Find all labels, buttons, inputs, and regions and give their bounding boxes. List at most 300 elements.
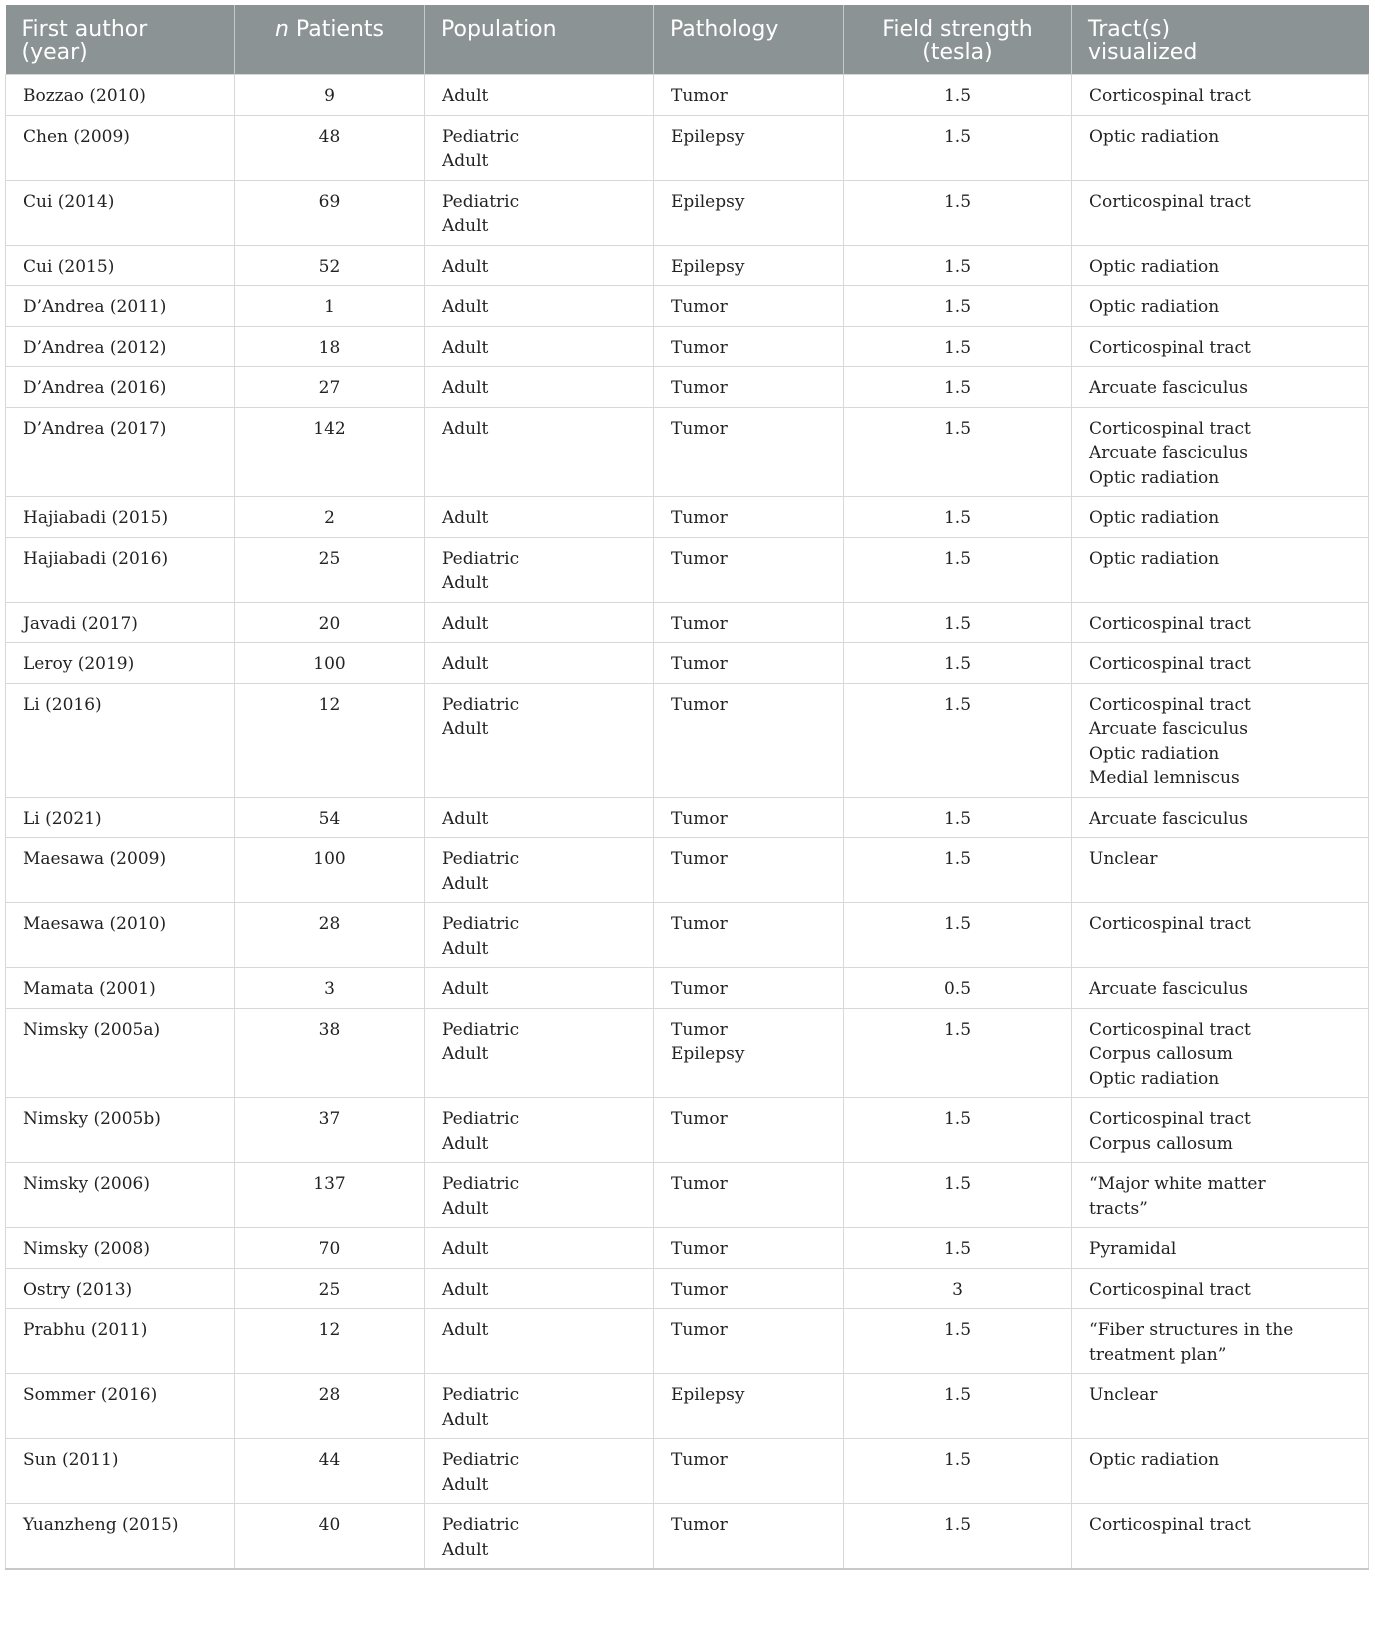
header-line: Patients bbox=[288, 17, 384, 42]
cell-line: Tumor bbox=[671, 1239, 728, 1259]
cell-tracts bbox=[1072, 326, 1369, 367]
header-italic-n: n bbox=[274, 17, 289, 42]
table-row bbox=[6, 602, 1369, 643]
table-row bbox=[6, 537, 1369, 602]
cell-line: Adult bbox=[442, 1474, 489, 1495]
cell-n-patients: 2 bbox=[235, 497, 425, 538]
cell-population bbox=[425, 1228, 654, 1269]
cell-tracts bbox=[1072, 180, 1369, 245]
cell-line: Pediatric bbox=[442, 1109, 520, 1129]
cell-n-patients: 20 bbox=[235, 602, 425, 643]
cell-line: Pediatric bbox=[442, 1385, 520, 1405]
cell-line: Adult bbox=[442, 337, 489, 358]
cell-population bbox=[425, 903, 654, 968]
cell-population bbox=[425, 75, 654, 116]
cell-population bbox=[425, 838, 654, 903]
cell-tracts bbox=[1072, 1439, 1369, 1504]
header-line: First author bbox=[21, 17, 148, 42]
cell-population bbox=[425, 1008, 654, 1098]
cell-author: Sun (2011) bbox=[6, 1439, 235, 1504]
header-line: Tract(s) bbox=[1088, 17, 1171, 42]
cell-population bbox=[425, 407, 654, 497]
table-row bbox=[6, 1439, 1369, 1504]
cell-pathology bbox=[654, 683, 844, 797]
cell-line: Tumor bbox=[671, 1019, 728, 1040]
cell-line: Pediatric bbox=[442, 849, 520, 869]
cell-line: Optic radiation bbox=[1089, 467, 1220, 488]
cell-line: Arcuate fasciculus bbox=[1089, 719, 1248, 739]
cell-line: Tumor bbox=[671, 418, 728, 439]
cell-line: Tumor bbox=[671, 337, 728, 358]
cell-author: D’Andrea (2017) bbox=[6, 407, 235, 497]
cell-line: Adult bbox=[442, 719, 489, 739]
cell-population bbox=[425, 326, 654, 367]
cell-field-strength: 1.5 bbox=[844, 1439, 1072, 1504]
cell-line: Tumor bbox=[671, 86, 728, 106]
table-row bbox=[6, 903, 1369, 968]
cell-line: Adult bbox=[442, 1409, 489, 1430]
cell-tracts bbox=[1072, 407, 1369, 497]
table-row bbox=[6, 1163, 1369, 1228]
cell-field-strength: 1.5 bbox=[844, 1228, 1072, 1269]
studies-table bbox=[5, 5, 1369, 1570]
cell-line: Adult bbox=[442, 613, 489, 634]
cell-tracts bbox=[1072, 75, 1369, 116]
cell-line: Tumor bbox=[671, 849, 728, 869]
cell-population bbox=[425, 245, 654, 286]
cell-pathology bbox=[654, 1439, 844, 1504]
cell-tracts bbox=[1072, 1309, 1369, 1374]
cell-field-strength: 1.5 bbox=[844, 180, 1072, 245]
table-row bbox=[6, 497, 1369, 538]
cell-pathology bbox=[654, 326, 844, 367]
cell-field-strength: 1.5 bbox=[844, 286, 1072, 327]
cell-line: Adult bbox=[442, 1239, 489, 1259]
table-header bbox=[6, 5, 1369, 75]
header-tracts bbox=[1072, 5, 1369, 75]
cell-line: Adult bbox=[442, 1320, 489, 1340]
cell-line: Corticospinal tract bbox=[1089, 86, 1251, 106]
cell-field-strength: 1.5 bbox=[844, 838, 1072, 903]
cell-line: Corticospinal tract bbox=[1089, 1019, 1251, 1040]
cell-field-strength: 3 bbox=[844, 1268, 1072, 1309]
cell-author: Hajiabadi (2015) bbox=[6, 497, 235, 538]
cell-population bbox=[425, 180, 654, 245]
cell-line: Tumor bbox=[671, 1515, 728, 1535]
cell-tracts bbox=[1072, 367, 1369, 408]
cell-tracts bbox=[1072, 1228, 1369, 1269]
cell-n-patients: 27 bbox=[235, 367, 425, 408]
table-row bbox=[6, 1504, 1369, 1570]
cell-n-patients: 25 bbox=[235, 537, 425, 602]
cell-line: Adult bbox=[442, 808, 489, 829]
cell-population bbox=[425, 286, 654, 327]
cell-author: Mamata (2001) bbox=[6, 968, 235, 1009]
cell-pathology bbox=[654, 1098, 844, 1163]
cell-tracts bbox=[1072, 497, 1369, 538]
cell-tracts bbox=[1072, 1504, 1369, 1570]
table-row bbox=[6, 245, 1369, 286]
cell-line: Optic radiation bbox=[1089, 256, 1220, 277]
cell-author: Nimsky (2008) bbox=[6, 1228, 235, 1269]
cell-line: Adult bbox=[442, 508, 489, 528]
cell-line: Adult bbox=[442, 378, 489, 398]
cell-population bbox=[425, 1268, 654, 1309]
cell-line: Corticospinal tract bbox=[1089, 1279, 1251, 1300]
cell-field-strength: 1.5 bbox=[844, 903, 1072, 968]
cell-n-patients: 18 bbox=[235, 326, 425, 367]
cell-line: Optic radiation bbox=[1089, 126, 1220, 147]
cell-line: Corticospinal tract bbox=[1089, 337, 1251, 358]
table-row bbox=[6, 1374, 1369, 1439]
cell-author: Nimsky (2006) bbox=[6, 1163, 235, 1228]
cell-author: Leroy (2019) bbox=[6, 643, 235, 684]
cell-field-strength: 1.5 bbox=[844, 115, 1072, 180]
header-pathology bbox=[654, 5, 844, 75]
cell-line: Corticospinal tract bbox=[1089, 418, 1251, 439]
cell-n-patients: 100 bbox=[235, 838, 425, 903]
cell-line: Tumor bbox=[671, 1320, 728, 1340]
cell-population bbox=[425, 683, 654, 797]
cell-pathology bbox=[654, 367, 844, 408]
table-row bbox=[6, 1008, 1369, 1098]
cell-line: “Fiber structures in the bbox=[1089, 1320, 1294, 1340]
cell-tracts bbox=[1072, 286, 1369, 327]
cell-n-patients: 137 bbox=[235, 1163, 425, 1228]
cell-line: Adult bbox=[442, 216, 489, 236]
cell-author: Li (2021) bbox=[6, 797, 235, 838]
cell-population bbox=[425, 968, 654, 1009]
cell-n-patients: 38 bbox=[235, 1008, 425, 1098]
cell-field-strength: 1.5 bbox=[844, 245, 1072, 286]
cell-line: Corticospinal tract bbox=[1089, 1515, 1251, 1535]
cell-line: Corticospinal tract bbox=[1089, 191, 1251, 212]
cell-pathology bbox=[654, 1163, 844, 1228]
cell-n-patients: 69 bbox=[235, 180, 425, 245]
cell-line: Adult bbox=[442, 418, 489, 439]
cell-line: Tumor bbox=[671, 1109, 728, 1129]
cell-line: Tumor bbox=[671, 1174, 728, 1194]
cell-author: Li (2016) bbox=[6, 683, 235, 797]
cell-pathology bbox=[654, 115, 844, 180]
cell-line: Corpus callosum bbox=[1089, 1044, 1233, 1064]
table-row bbox=[6, 180, 1369, 245]
cell-line: Adult bbox=[442, 256, 489, 277]
cell-population bbox=[425, 1504, 654, 1570]
cell-n-patients: 3 bbox=[235, 968, 425, 1009]
cell-n-patients: 28 bbox=[235, 1374, 425, 1439]
header-line: (year) bbox=[21, 40, 88, 65]
cell-line: Adult bbox=[442, 1279, 489, 1300]
cell-line: Optic radiation bbox=[1089, 743, 1220, 764]
cell-line: Tumor bbox=[671, 979, 728, 999]
cell-pathology bbox=[654, 497, 844, 538]
cell-line: Unclear bbox=[1089, 849, 1158, 869]
cell-field-strength: 1.5 bbox=[844, 797, 1072, 838]
cell-pathology bbox=[654, 903, 844, 968]
cell-line: Corticospinal tract bbox=[1089, 914, 1251, 934]
cell-n-patients: 1 bbox=[235, 286, 425, 327]
cell-pathology bbox=[654, 537, 844, 602]
cell-tracts bbox=[1072, 968, 1369, 1009]
cell-line: Epilepsy bbox=[671, 191, 745, 212]
cell-line: Tumor bbox=[671, 1279, 728, 1300]
cell-n-patients: 48 bbox=[235, 115, 425, 180]
cell-line: Adult bbox=[442, 1539, 489, 1560]
cell-line: Epilepsy bbox=[671, 1385, 745, 1405]
cell-line: Tumor bbox=[671, 378, 728, 398]
cell-field-strength: 1.5 bbox=[844, 683, 1072, 797]
cell-population bbox=[425, 115, 654, 180]
cell-line: Pediatric bbox=[442, 1450, 520, 1470]
cell-pathology bbox=[654, 797, 844, 838]
cell-author: D’Andrea (2012) bbox=[6, 326, 235, 367]
header-population bbox=[425, 5, 654, 75]
cell-n-patients: 25 bbox=[235, 1268, 425, 1309]
cell-tracts bbox=[1072, 115, 1369, 180]
cell-pathology bbox=[654, 1008, 844, 1098]
cell-line: Pediatric bbox=[442, 1515, 520, 1535]
cell-field-strength: 1.5 bbox=[844, 326, 1072, 367]
cell-n-patients: 52 bbox=[235, 245, 425, 286]
cell-population bbox=[425, 537, 654, 602]
cell-line: Corticospinal tract bbox=[1089, 613, 1251, 634]
cell-population bbox=[425, 1309, 654, 1374]
cell-line: Tumor bbox=[671, 654, 728, 674]
cell-field-strength: 1.5 bbox=[844, 1504, 1072, 1570]
cell-pathology bbox=[654, 1374, 844, 1439]
cell-pathology bbox=[654, 407, 844, 497]
cell-line: Adult bbox=[442, 1198, 489, 1219]
cell-field-strength: 1.5 bbox=[844, 602, 1072, 643]
cell-tracts bbox=[1072, 1008, 1369, 1098]
cell-pathology bbox=[654, 643, 844, 684]
cell-line: Corpus callosum bbox=[1089, 1133, 1233, 1154]
header-field-strength bbox=[844, 5, 1072, 75]
cell-author: Bozzao (2010) bbox=[6, 75, 235, 116]
cell-line: Unclear bbox=[1089, 1385, 1158, 1405]
cell-line: Adult bbox=[442, 938, 489, 959]
cell-line: Medial lemniscus bbox=[1089, 768, 1240, 788]
cell-line: Epilepsy bbox=[671, 1044, 745, 1064]
cell-author: D’Andrea (2016) bbox=[6, 367, 235, 408]
header-row bbox=[6, 5, 1369, 75]
cell-line: Pediatric bbox=[442, 126, 520, 147]
cell-pathology bbox=[654, 1228, 844, 1269]
cell-population bbox=[425, 1439, 654, 1504]
cell-population bbox=[425, 497, 654, 538]
table-row bbox=[6, 1268, 1369, 1309]
cell-field-strength: 1.5 bbox=[844, 407, 1072, 497]
cell-n-patients: 100 bbox=[235, 643, 425, 684]
cell-pathology bbox=[654, 1268, 844, 1309]
cell-pathology bbox=[654, 1504, 844, 1570]
cell-line: Corticospinal tract bbox=[1089, 694, 1251, 715]
cell-line: Optic radiation bbox=[1089, 1068, 1220, 1089]
cell-n-patients: 28 bbox=[235, 903, 425, 968]
cell-line: Adult bbox=[442, 151, 489, 171]
cell-line: Pediatric bbox=[442, 548, 520, 569]
cell-tracts bbox=[1072, 245, 1369, 286]
cell-n-patients: 44 bbox=[235, 1439, 425, 1504]
cell-population bbox=[425, 602, 654, 643]
cell-line: Pediatric bbox=[442, 914, 520, 934]
cell-tracts bbox=[1072, 537, 1369, 602]
cell-pathology bbox=[654, 286, 844, 327]
cell-author: Yuanzheng (2015) bbox=[6, 1504, 235, 1570]
cell-pathology bbox=[654, 602, 844, 643]
cell-line: Arcuate fasciculus bbox=[1089, 443, 1248, 463]
cell-line: Pyramidal bbox=[1089, 1239, 1177, 1259]
cell-line: Tumor bbox=[671, 914, 728, 934]
cell-line: Adult bbox=[442, 297, 489, 317]
cell-n-patients: 12 bbox=[235, 1309, 425, 1374]
cell-field-strength: 1.5 bbox=[844, 75, 1072, 116]
table-row bbox=[6, 968, 1369, 1009]
cell-author: Hajiabadi (2016) bbox=[6, 537, 235, 602]
table-row bbox=[6, 683, 1369, 797]
header-line: Pathology bbox=[670, 17, 779, 42]
cell-author: Nimsky (2005b) bbox=[6, 1098, 235, 1163]
cell-tracts bbox=[1072, 1163, 1369, 1228]
cell-pathology bbox=[654, 75, 844, 116]
cell-field-strength: 1.5 bbox=[844, 1163, 1072, 1228]
cell-n-patients: 40 bbox=[235, 1504, 425, 1570]
cell-line: Tumor bbox=[671, 808, 728, 829]
cell-field-strength: 1.5 bbox=[844, 497, 1072, 538]
cell-population bbox=[425, 367, 654, 408]
cell-line: Adult bbox=[442, 654, 489, 674]
cell-tracts bbox=[1072, 838, 1369, 903]
cell-population bbox=[425, 1374, 654, 1439]
cell-line: Optic radiation bbox=[1089, 548, 1220, 569]
cell-line: Tumor bbox=[671, 694, 728, 715]
cell-field-strength: 1.5 bbox=[844, 643, 1072, 684]
cell-line: Epilepsy bbox=[671, 256, 745, 277]
cell-pathology bbox=[654, 838, 844, 903]
cell-population bbox=[425, 643, 654, 684]
cell-tracts bbox=[1072, 1098, 1369, 1163]
cell-population bbox=[425, 1098, 654, 1163]
cell-line: Tumor bbox=[671, 1450, 728, 1470]
cell-tracts bbox=[1072, 683, 1369, 797]
cell-line: Adult bbox=[442, 86, 489, 106]
cell-tracts bbox=[1072, 602, 1369, 643]
cell-line: tracts” bbox=[1089, 1198, 1148, 1219]
cell-author: Ostry (2013) bbox=[6, 1268, 235, 1309]
cell-line: Adult bbox=[442, 873, 489, 894]
table-row bbox=[6, 838, 1369, 903]
cell-pathology bbox=[654, 1309, 844, 1374]
cell-line: Adult bbox=[442, 1133, 489, 1154]
table-body bbox=[6, 75, 1369, 1570]
cell-pathology bbox=[654, 968, 844, 1009]
table-row bbox=[6, 286, 1369, 327]
cell-author: Javadi (2017) bbox=[6, 602, 235, 643]
header-line: Population bbox=[441, 17, 557, 42]
cell-line: Arcuate fasciculus bbox=[1089, 979, 1248, 999]
cell-line: “Major white matter bbox=[1089, 1174, 1266, 1194]
cell-tracts bbox=[1072, 1374, 1369, 1439]
cell-line: Adult bbox=[442, 573, 489, 593]
cell-field-strength: 0.5 bbox=[844, 968, 1072, 1009]
cell-line: Tumor bbox=[671, 548, 728, 569]
cell-author: Cui (2014) bbox=[6, 180, 235, 245]
cell-field-strength: 1.5 bbox=[844, 1008, 1072, 1098]
cell-author: Prabhu (2011) bbox=[6, 1309, 235, 1374]
table-row bbox=[6, 1228, 1369, 1269]
cell-n-patients: 12 bbox=[235, 683, 425, 797]
cell-n-patients: 37 bbox=[235, 1098, 425, 1163]
table-row bbox=[6, 75, 1369, 116]
cell-n-patients: 9 bbox=[235, 75, 425, 116]
cell-line: Epilepsy bbox=[671, 126, 745, 147]
cell-field-strength: 1.5 bbox=[844, 1098, 1072, 1163]
cell-field-strength: 1.5 bbox=[844, 367, 1072, 408]
cell-line: Optic radiation bbox=[1089, 297, 1220, 317]
table-row bbox=[6, 643, 1369, 684]
cell-line: Pediatric bbox=[442, 1174, 520, 1194]
table-row bbox=[6, 407, 1369, 497]
cell-tracts bbox=[1072, 903, 1369, 968]
cell-n-patients: 142 bbox=[235, 407, 425, 497]
cell-line: Corticospinal tract bbox=[1089, 654, 1251, 674]
cell-author: Cui (2015) bbox=[6, 245, 235, 286]
cell-line: Arcuate fasciculus bbox=[1089, 378, 1248, 398]
cell-field-strength: 1.5 bbox=[844, 1374, 1072, 1439]
cell-population bbox=[425, 1163, 654, 1228]
cell-line: Adult bbox=[442, 1044, 489, 1064]
cell-line: Pediatric bbox=[442, 1019, 520, 1040]
cell-field-strength: 1.5 bbox=[844, 537, 1072, 602]
cell-author: Sommer (2016) bbox=[6, 1374, 235, 1439]
cell-line: Tumor bbox=[671, 297, 728, 317]
cell-line: Optic radiation bbox=[1089, 508, 1220, 528]
cell-line: Arcuate fasciculus bbox=[1089, 808, 1248, 829]
cell-tracts bbox=[1072, 797, 1369, 838]
cell-field-strength: 1.5 bbox=[844, 1309, 1072, 1374]
cell-n-patients: 54 bbox=[235, 797, 425, 838]
cell-pathology bbox=[654, 180, 844, 245]
cell-author: Chen (2009) bbox=[6, 115, 235, 180]
cell-author: Maesawa (2009) bbox=[6, 838, 235, 903]
header-line: visualized bbox=[1088, 40, 1198, 65]
cell-author: D’Andrea (2011) bbox=[6, 286, 235, 327]
cell-line: treatment plan” bbox=[1089, 1344, 1227, 1365]
cell-author: Nimsky (2005a) bbox=[6, 1008, 235, 1098]
cell-line: Corticospinal tract bbox=[1089, 1109, 1251, 1129]
cell-author: Maesawa (2010) bbox=[6, 903, 235, 968]
header-n-patients bbox=[235, 5, 425, 75]
cell-pathology bbox=[654, 245, 844, 286]
cell-line: Pediatric bbox=[442, 694, 520, 715]
table-row bbox=[6, 115, 1369, 180]
header-first-author bbox=[6, 5, 235, 75]
table-row bbox=[6, 1098, 1369, 1163]
header-line: Field strength bbox=[882, 17, 1033, 42]
cell-line: Optic radiation bbox=[1089, 1450, 1220, 1470]
cell-line: Tumor bbox=[671, 508, 728, 528]
cell-line: Tumor bbox=[671, 613, 728, 634]
cell-line: Adult bbox=[442, 979, 489, 999]
table-row bbox=[6, 1309, 1369, 1374]
cell-line: Pediatric bbox=[442, 191, 520, 212]
table-row bbox=[6, 367, 1369, 408]
cell-tracts bbox=[1072, 643, 1369, 684]
header-line: (tesla) bbox=[922, 40, 993, 65]
table-row bbox=[6, 797, 1369, 838]
cell-n-patients: 70 bbox=[235, 1228, 425, 1269]
